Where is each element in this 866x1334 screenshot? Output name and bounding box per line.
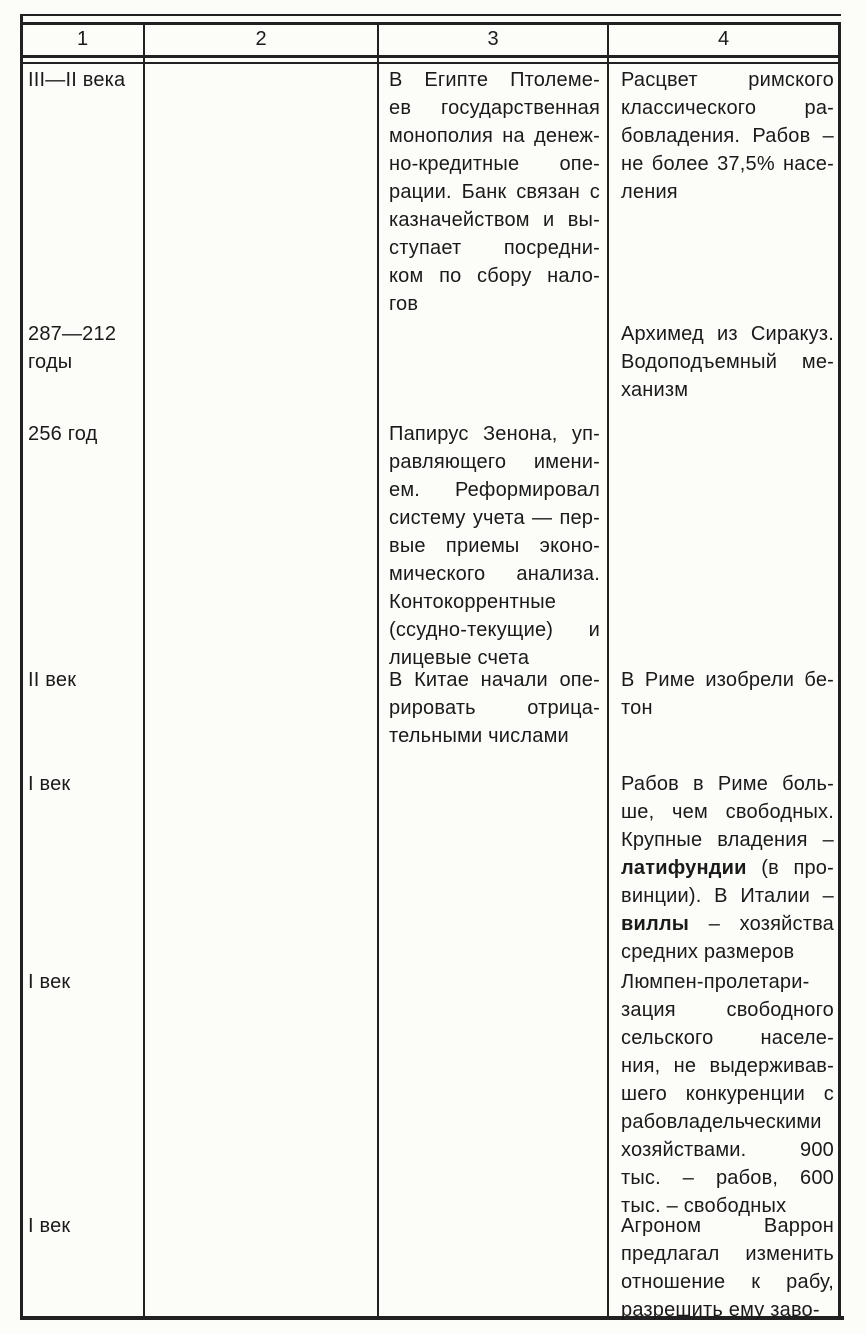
column-divider-2-3: [377, 22, 379, 1316]
text-line: ком по сбору нало-: [389, 265, 600, 287]
text-line: латифундии (в про-: [621, 857, 834, 879]
text-line: ханизм: [621, 379, 689, 401]
text-line: Контокоррентные: [389, 591, 557, 613]
text-line: разрешить ему заво-: [621, 1299, 820, 1321]
text-line: не более 37,5% насе-: [621, 153, 834, 175]
text-line: ем. Реформировал: [389, 479, 600, 501]
text-line: ев государственная: [389, 97, 600, 119]
text-line: Рабов в Риме боль-: [621, 773, 834, 795]
date-cell-row5: [28, 770, 142, 798]
text-line: винции). В Италии –: [621, 885, 834, 907]
text-line: средних размеров: [621, 941, 795, 963]
text-line: систему учета — пер-: [389, 507, 600, 529]
text-line: (ссудно-текущие) и: [389, 619, 600, 641]
column-divider-1-2: [143, 22, 145, 1316]
text-line: рации. Банк связан с: [389, 181, 600, 203]
table-left-border: [20, 14, 23, 1320]
date-cell-row7: [28, 1212, 142, 1240]
text-line: рабовладельческими: [621, 1111, 822, 1133]
text-line: I век: [28, 971, 71, 993]
text-line: 256 год: [28, 423, 98, 445]
text-line: Расцвет римского: [621, 69, 834, 91]
column-divider-3-4: [607, 22, 609, 1316]
text-line: лицевые счета: [389, 647, 530, 669]
text-line: зация свободного: [621, 999, 834, 1021]
text-line: I век: [28, 1215, 71, 1237]
text-line: тельными числами: [389, 725, 569, 747]
text-line: Крупные владения –: [621, 829, 834, 851]
event-cell-row1-col4: [621, 66, 834, 206]
event-cell-row5-col4: [621, 770, 834, 966]
text-line: казначейством и вы-: [389, 209, 600, 231]
date-cell-row2: [28, 320, 142, 376]
text-line: ния, не выдерживав-: [621, 1055, 834, 1077]
text-line: ления: [621, 181, 678, 203]
table-right-border: [838, 22, 841, 1320]
text-line: В Риме изобрели бе-: [621, 669, 834, 691]
text-line: бовладения. Рабов –: [621, 125, 834, 147]
date-cell-row3: [28, 420, 142, 448]
text-line: Люмпен-пролетари-: [621, 971, 810, 993]
event-cell-row6-col4: [621, 968, 834, 1220]
text-line: сельского населе-: [621, 1027, 834, 1049]
event-cell-row7-col4: [621, 1212, 834, 1324]
text-line: тон: [621, 697, 653, 719]
text-line: I век: [28, 773, 71, 795]
text-line: монополия на денеж-: [389, 125, 600, 147]
text-line: Агроном Варрон: [621, 1215, 834, 1237]
date-cell-row6: [28, 968, 142, 996]
text-line: шего конкуренции с: [621, 1083, 834, 1105]
text-line: В Китае начали опе-: [389, 669, 600, 691]
header-col-3: 3: [487, 28, 499, 50]
text-line: II век: [28, 669, 77, 691]
header-col-4: 4: [717, 28, 730, 50]
text-line: но-кредитные опе-: [389, 153, 600, 175]
text-line: Водоподъемный ме-: [621, 351, 834, 373]
text-line: тыс. – свободных: [621, 1195, 787, 1217]
event-cell-row2-col4: [621, 320, 834, 404]
event-cell-row3-col3: [389, 420, 600, 672]
text-line: мического анализа.: [389, 563, 600, 585]
header-col-1: 1: [76, 28, 89, 50]
text-line: годы: [28, 351, 73, 373]
text-line: Папирус Зенона, уп-: [389, 423, 600, 445]
date-cell-row1: [28, 66, 142, 94]
text-line: Архимед из Сиракуз.: [621, 323, 834, 345]
text-line: В Египте Птолеме-: [389, 69, 600, 91]
table-outer-top-line: [20, 14, 841, 16]
text-line: III—II века: [28, 69, 126, 91]
event-cell-row1-col3: [389, 66, 600, 318]
event-cell-row4-col3: [389, 666, 600, 750]
text-line: вые приемы эконо-: [389, 535, 600, 557]
event-cell-row4-col4: [621, 666, 834, 722]
text-line: предлагал изменить: [621, 1243, 834, 1265]
text-line: гов: [389, 293, 419, 315]
text-line: классического ра-: [621, 97, 834, 119]
text-line: отношение к рабу,: [621, 1271, 834, 1293]
header-col-2: 2: [255, 28, 267, 50]
text-line: 287—212: [28, 323, 117, 345]
date-cell-row4: [28, 666, 142, 694]
text-line: ступает посредни-: [389, 237, 600, 259]
text-line: рировать отрица-: [389, 697, 600, 719]
text-line: ше, чем свободных.: [621, 801, 834, 823]
text-line: виллы – хозяйства: [621, 913, 834, 935]
text-line: хозяйствами. 900: [621, 1139, 834, 1161]
text-line: тыс. – рабов, 600: [621, 1167, 834, 1189]
text-line: равляющего имени-: [389, 451, 600, 473]
